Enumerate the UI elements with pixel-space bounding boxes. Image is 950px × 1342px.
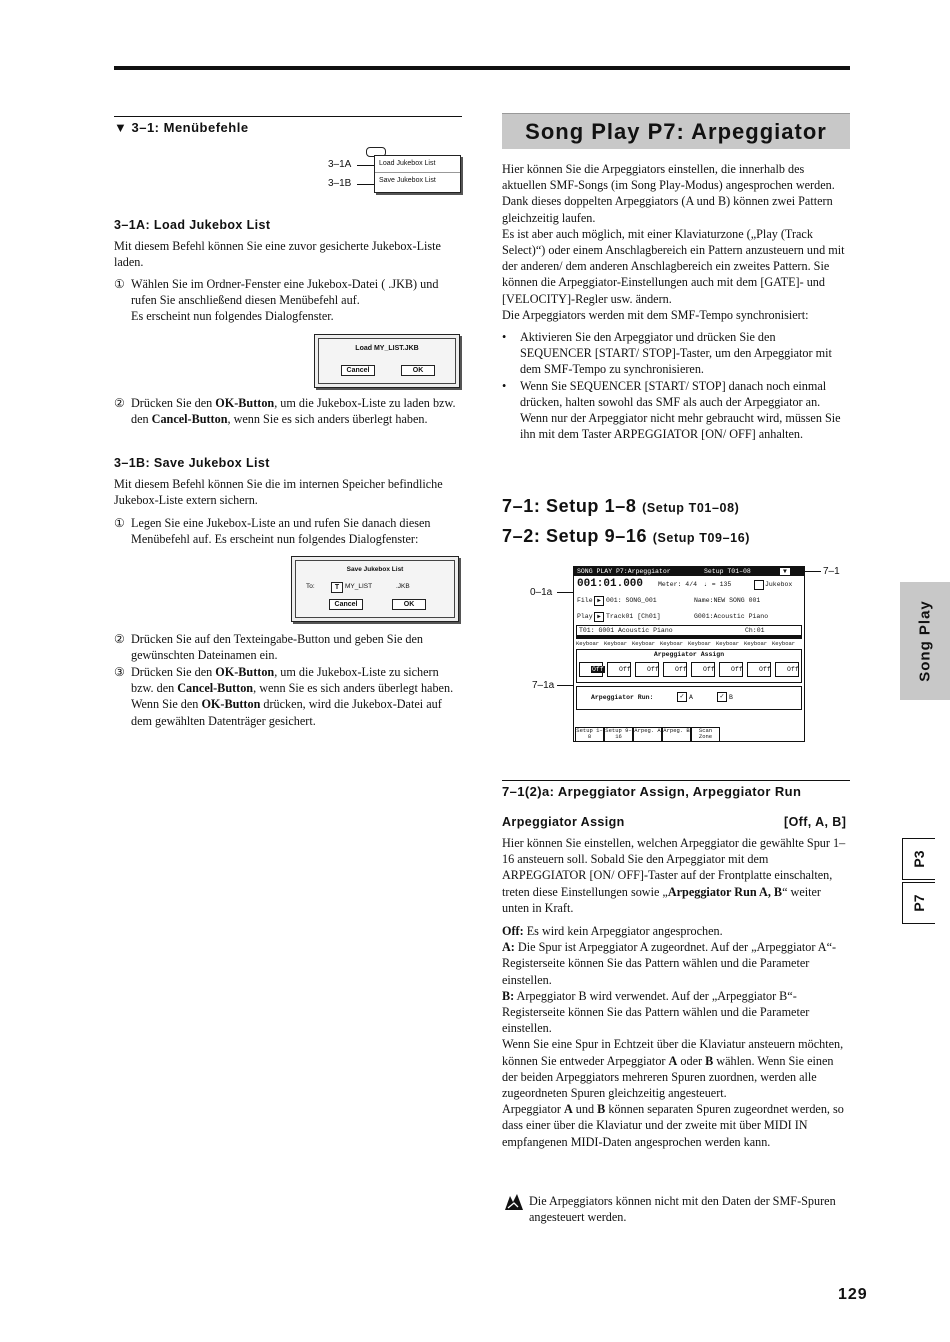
keyboard-row: Keyboar Keyboar Keyboar Keyboar Keyboar Keyboar Keyboar Keyboar [576,640,796,647]
assign-toggle-6[interactable]: Off [719,662,743,677]
lcd-screen [573,566,805,742]
assign-toggle-2[interactable]: Off [607,662,631,677]
note-icon [504,1193,524,1211]
assign-toggle-1[interactable]: Off [579,662,603,677]
callout-7-1a: 7–1a [532,680,555,691]
save-filename: MY_LIST [345,583,373,590]
load-title: 3–1A: Load Jukebox List [114,218,271,232]
save-step-1: ① Legen Sie eine Jukebox-Liste an und rufen Sie danach diesen Menübefehl auf. Es erscheint nun folgendes Dialogfenster: [114,516,431,547]
page-title: Song Play P7: Arpeggiator [502,113,850,149]
save-title: 3–1B: Save Jukebox List [114,456,270,470]
arpeggiator-run-box: Arpeggiator Run: ✓ A ✓ B [576,686,802,710]
save-dialog [291,556,459,622]
heading-7-1: 7–1: Setup 1–8 (Setup T01–08) [502,496,740,516]
tab-setup-1-8[interactable]: Setup 1–8 [576,727,603,740]
intro-text: Hier können Sie die Arpeggiators einstellen, die innerhalb des aktuellen SMF-Songs (im Song Play-Modus) angesprochen werden. Dank dieses doppelten Arpeggiators (A und B) können zwei Pattern gleichzeitig laufen. Es ist aber auch möglich, mit einer Klaviaturzone („Play (Track Select)“) oder einem Anschlagbereich ein Pattern anzusteuern und mit der anderen/ dem anderen Anschlagbereich ein zweites Pattern. Sie können die Arpeggiator-Einstellungen auch mit dem [GATE]- und [VELOCITY]-Regler usw. ändern. Die Arpeggiators werden mit dem SMF-Tempo synchronisiert: [502,162,845,322]
run-a-checkbox[interactable]: ✓ [677,692,687,702]
jukebox-checkbox[interactable] [754,580,764,590]
save-step-2: ② Drücken Sie auf den Texteingabe-Button und geben Sie den gewünschten Dateinamen ein. [114,632,424,663]
save-extension: .JKB [396,583,410,590]
heading-7-2: 7–2: Setup 9–16 (Setup T09–16) [502,526,751,546]
run-b-checkbox[interactable]: ✓ [717,692,727,702]
assign-toggle-7[interactable]: Off [747,662,771,677]
section-rule [502,780,850,781]
assign-toggle-5[interactable]: Off [691,662,715,677]
arpeggiator-assign-box: Arpeggiator Assign Off Off Off Off Off Off Off Off [576,649,802,683]
callout-0-1a: 0–1a [530,587,553,598]
tab-arpeg-b[interactable]: Arpeg. B [662,727,691,742]
callout-7-1: 7–1 [823,566,840,577]
save-ok-button[interactable]: OK [392,599,426,610]
play-label: Play [577,613,593,620]
assign-toggle-8[interactable]: Off [775,662,799,677]
menu-item-save[interactable]: Save Jukebox List [379,177,436,184]
load-dialog-title: Load MY_LIST.JKB [355,345,419,352]
note-text: Die Arpeggiators können nicht mit den Daten der SMF-Spuren angesteuert werden. [529,1194,836,1225]
list-item: • Wenn Sie SEQUENCER [START/ STOP] danach noch einmal drücken, halten sowohl das SMF als auch der Arpeggiator an. Wenn nur der Arpeggiator nicht mehr gebraucht wird, müssen Sie ihn mit dem Taster ARPEGGIATOR [ON/ OFF] anhalten. [502,378,841,442]
track-number-bar [576,635,802,639]
load-intro: Mit diesem Befehl können Sie eine zuvor gesicherte Jukebox-Liste laden. [114,239,441,270]
tab-setup-9-16[interactable]: Setup 9–16 [605,727,632,740]
param-name: Arpeggiator Assign [502,815,625,829]
assign-values-desc: Off: Es wird kein Arpeggiator angesprochen. A: Die Spur ist Arpeggiator A zugeordnet. Auf der „Arpeggiator A“-Registerseite können Sie das Pattern wählen und die Parameter einstellen. B: Arpeggiator B wird verwendet. Auf der „Arpeggiator B“-Registerseite können Sie das Pattern wählen und die Parameter einstellen. Wenn Sie eine Spur in Echtzeit über die Klaviatur ansteuern möchten, können Sie entweder Arpeggiator A oder B wählen. Wenn Sie einen der beiden Arpeggiators mehreren Spuren zuordnen, werden alle zugeordneten Spuren gleichzeitig angesteuert. Arpeggiator A und B können separaten Spuren zugeordnet werden, so dass einer über die Klaviatur und der zweite mit über MIDI IN empfangenen MIDI-Daten angesprochen werden kann. [502,924,844,1149]
side-tab-p7: P7 [902,882,935,924]
file-value[interactable]: 001: SONG_001 [606,597,657,604]
load-cancel-button[interactable]: Cancel [341,365,375,376]
file-label: File: [577,597,597,604]
assign-toggle-4[interactable]: Off [663,662,687,677]
page-menu-icon[interactable]: ▼ [780,568,790,575]
param-range: [Off, A, B] [784,815,847,829]
file-select-arrow-icon[interactable]: ▶ [594,596,604,606]
load-step-1: ① Wählen Sie im Ordner-Fenster eine Jukebox-Datei ( .JKB) und rufen Sie anschließend diesen Menübefehl auf. Es erscheint nun folgendes Dialogfenster. [114,277,439,324]
top-rule [114,66,850,70]
save-dialog-title: Save Jukebox List [346,566,404,573]
song-location[interactable]: 001:01.000 [577,578,644,590]
side-tab-p3: P3 [902,838,935,880]
meter: Meter: 4/4 [658,581,698,588]
menu-item-load[interactable]: Load Jukebox List [375,156,460,173]
page-number: 129 [838,1286,868,1303]
menu-commands-heading: ▼ 3–1: Menübefehle [114,116,462,135]
load-ok-button[interactable]: OK [401,365,435,376]
load-step-2: ② Drücken Sie den OK-Button, um die Jukebox-Liste zu laden bzw. den Cancel-Button, wenn Sie es sich anders überlegt haben. [114,396,456,427]
tab-arpeg-a[interactable]: Arpeg. A [633,727,662,742]
text-edit-button[interactable]: T [331,582,343,593]
assign-desc: Hier können Sie einstellen, welchen Arpeggiator die gewählte Spur 1–16 ansteuern soll. Sobald Sie den Arpeggiator mit dem ARPEGGIATOR [ON/ OFF]-Taster auf der Frontplatte einschalten, treten diese Einstellungen sowie „Arpeggiator Run A, B“ weiter unten in Kraft. [502,836,846,915]
side-tab-song-play: Song Play [900,582,950,700]
save-cancel-button[interactable]: Cancel [329,599,363,610]
tab-scan-zone[interactable]: Scan Zone [691,727,720,742]
intro-bullets [502,329,850,442]
section-title: 7–1(2)a: Arpeggiator Assign, Arpeggiator Run [502,784,802,799]
list-item: • Aktivieren Sie den Arpeggiator und drücken Sie den SEQUENCER [START/ STOP]-Taster, um den Arpeggiator mit dem SMF-Tempo zu synchronisieren. [502,330,832,377]
callout-3-1a: 3–1A [328,159,352,170]
save-intro: Mit diesem Befehl können Sie die im internen Speicher befindliche Jukebox-Liste extern sichern. [114,477,443,508]
save-to-label: To: [306,583,315,590]
load-dialog [314,334,460,388]
tempo[interactable]: ♩ = 135 [704,581,732,588]
save-step-3: ③ Drücken Sie den OK-Button, um die Jukebox-Liste zu sichern bzw. den Cancel-Button, wenn Sie es sich anders überlegt haben. Wenn Sie den OK-Button drücken, wird die Jukebox-Datei auf dem gewählten Datenträger gesichert. [114,665,454,728]
lcd-header: SONG PLAY P7:Arpeggiator Setup T01–08 ▼ [574,567,804,576]
menu-screenshot [366,147,461,194]
play-program: G001:Acoustic Piano [694,613,769,620]
jukebox-label: Jukebox [765,581,793,588]
song-name: Name:NEW SONG 001 [694,597,761,604]
callout-3-1b: 3–1B [328,178,352,189]
play-select-arrow-icon[interactable]: ▶ [594,612,604,622]
play-track[interactable]: Track01 [Ch01] [606,613,661,620]
track-info-row: T01: G001 Acoustic Piano Ch:01 [576,625,802,636]
assign-toggle-3[interactable]: Off [635,662,659,677]
